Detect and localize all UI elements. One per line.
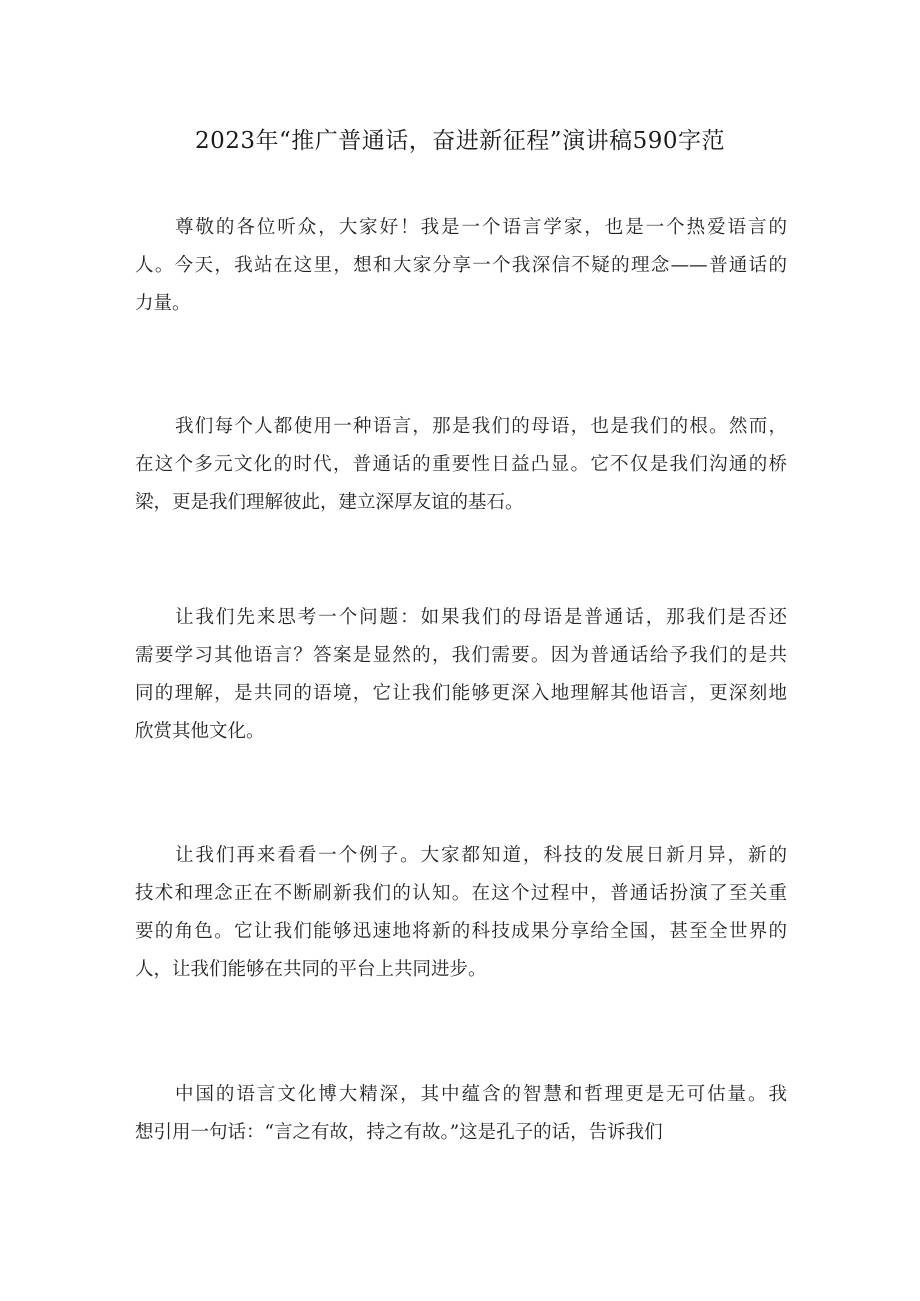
- paragraph-line: 人。今天，我站在这里，想和大家分享一个我深信不疑的理念——普通话的: [135, 255, 787, 276]
- paragraph-line: 力量。: [135, 293, 191, 314]
- paragraph-line: 在这个多元文化的时代，普通话的重要性日益凸显。它不仅是我们沟通的桥: [135, 454, 787, 475]
- paragraph-line: 中国的语言文化博大精深，其中蕴含的智慧和哲理更是无可估量。我: [175, 1084, 787, 1105]
- document-title: 2023年“推广普通话，奋进新征程”演讲稿590字范: [195, 128, 725, 154]
- paragraph-line: 尊敬的各位听众，大家好！我是一个语言学家，也是一个热爱语言的: [175, 217, 787, 238]
- paragraph-line: 欣赏其他文化。: [135, 721, 265, 742]
- paragraph: [135, 837, 787, 989]
- paragraph-line: 让我们先来思考一个问题：如果我们的母语是普通话，那我们是否还: [175, 607, 787, 628]
- paragraph-line: 让我们再来看看一个例子。大家都知道，科技的发展日新月异，新的: [175, 845, 787, 866]
- paragraph-line: 想引用一句话：“言之有故，持之有故。”这是孔子的话，告诉我们: [135, 1122, 663, 1143]
- paragraph: [135, 599, 787, 751]
- paragraph-line: 梁，更是我们理解彼此，建立深厚友谊的基石。: [135, 492, 524, 513]
- paragraph-line: 要的角色。它让我们能够迅速地将新的科技成果分享给全国，甚至全世界的: [135, 921, 787, 942]
- paragraph: [135, 1076, 787, 1152]
- paragraph-line: 技术和理念正在不断刷新我们的认知。在这个过程中，普通话扮演了至关重: [135, 883, 787, 904]
- paragraph: [135, 408, 787, 522]
- paragraph-line: 需要学习其他语言？答案是显然的，我们需要。因为普通话给予我们的是共: [135, 645, 787, 666]
- paragraph: [135, 209, 787, 323]
- paragraph-line: 同的理解，是共同的语境，它让我们能够更深入地理解其他语言，更深刻地: [135, 683, 787, 704]
- paragraph-line: 人，让我们能够在共同的平台上共同进步。: [135, 959, 487, 980]
- paragraph-line: 我们每个人都使用一种语言，那是我们的母语，也是我们的根。然而，: [175, 416, 787, 437]
